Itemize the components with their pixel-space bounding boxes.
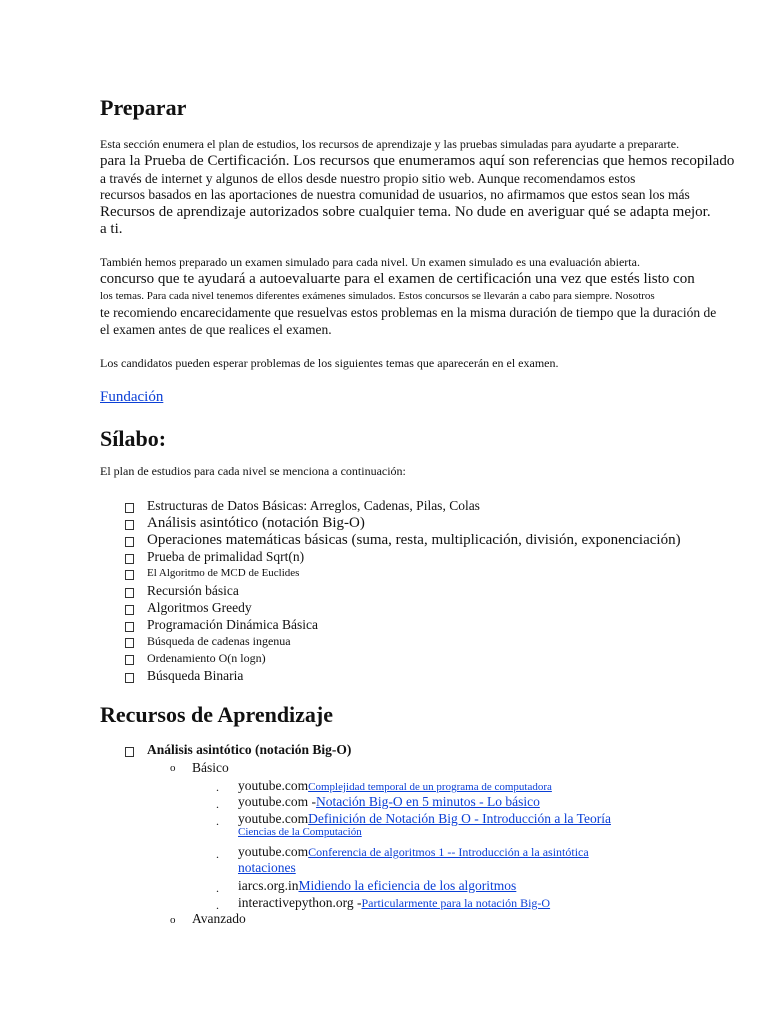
circle-bullet-icon: o [170,914,176,926]
syllabus-item: Prueba de primalidad Sqrt(n) [147,549,305,564]
resources-basic-label: Básico [192,760,229,775]
resource-link[interactable]: Complejidad temporal de un programa de computadora [308,781,552,793]
resource-link-continued[interactable]: Ciencias de la Computación [238,826,362,838]
foundation-link[interactable]: Fundación [100,389,164,405]
checkbox-bullet-icon [125,747,134,757]
syllabus-intro: El plan de estudios para cada nivel se menciona a continuación: [100,464,406,478]
resource-link[interactable]: Definición de Notación Big O - Introducción a la Teoría [308,811,611,826]
mock-line: te recomiendo encarecidamente que resuelvas estos problemas en la misma duración de tiempo que la duración de [100,305,717,320]
resource-source: youtube.com [238,811,309,826]
dot-bullet-icon: . [216,898,219,912]
dot-bullet-icon: . [216,814,219,828]
intro-line: Esta sección enumera el plan de estudios, los recursos de aprendizaje y las pruebas simuladas para ayudarte a prepararte. [100,137,680,151]
resource-link[interactable]: Midiendo la eficiencia de los algoritmos [298,878,517,893]
circle-bullet-icon: o [170,762,176,774]
section-heading-prepare: Preparar [100,95,187,120]
syllabus-item: Búsqueda de cadenas ingenua [147,634,291,648]
resource-item [238,843,589,861]
syllabus-item: Recursión básica [147,583,239,598]
section-heading-resources: Recursos de Aprendizaje [100,702,334,727]
intro-line: para la Prueba de Certificación. Los recursos que enumeramos aquí son referencias que hemos recopilado [100,153,735,169]
syllabus-item: Estructuras de Datos Básicas: Arreglos, Cadenas, Pilas, Colas [147,498,480,513]
mock-line: concurso que te ayudará a autoevaluarte para el examen de certificación una vez que estés listo con [100,271,695,287]
resource-link-continued[interactable]: notaciones [238,860,296,875]
intro-line: a través de internet y algunos de ellos desde nuestro propio sitio web. Aunque recomendamos estos [100,171,636,186]
checkbox-bullet-icon [125,503,134,513]
checkbox-bullet-icon [125,570,134,580]
syllabus-item: Búsqueda Binaria [147,668,244,683]
resource-source: youtube.com - [238,794,316,809]
mock-line: el examen antes de que realices el examen. [100,322,332,337]
intro-line: Recursos de aprendizaje autorizados sobre cualquier tema. No dude en averiguar qué se adapta mejor. [100,204,711,220]
section-heading-syllabus: Sílabo: [100,426,167,451]
checkbox-bullet-icon [125,622,134,632]
checkbox-bullet-icon [125,605,134,615]
syllabus-item: Análisis asintótico (notación Big-O) [147,515,365,531]
resource-item [238,793,540,811]
checkbox-bullet-icon [125,520,134,530]
resource-link[interactable]: Notación Big-O en 5 minutos - Lo básico [315,794,540,809]
intro-line: a ti. [100,221,123,237]
resource-source: youtube.com [238,844,309,859]
checkbox-bullet-icon [125,588,134,598]
resources-advanced-label: Avanzado [192,911,246,926]
resource-source: interactivepython.org - [238,895,362,910]
checkbox-bullet-icon [125,554,134,564]
syllabus-item: Ordenamiento O(n logn) [147,651,266,665]
mock-line: También hemos preparado un examen simulado para cada nivel. Un examen simulado es una evaluación abierta. [100,255,640,269]
resource-link[interactable]: Particularmente para la notación Big-O [361,896,551,910]
resource-item [238,894,550,912]
checkbox-bullet-icon [125,673,134,683]
intro-line: recursos basados en las aportaciones de nuestra comunidad de usuarios, no afirmamos que estos sean los más [100,187,690,202]
candidates-text: Los candidatos pueden esperar problemas de los siguientes temas que aparecerán en el examen. [100,356,559,370]
syllabus-item: Algoritmos Greedy [147,600,252,615]
dot-bullet-icon: . [216,780,219,794]
checkbox-bullet-icon [125,655,134,665]
resource-source: iarcs.org.in [238,878,299,893]
syllabus-item: Programación Dinámica Básica [147,617,318,632]
resource-link[interactable]: Conferencia de algoritmos 1 -- Introducción a la asintótica [308,845,589,859]
syllabus-item: El Algoritmo de MCD de Euclides [147,567,300,579]
dot-bullet-icon: . [216,847,219,861]
mock-line: los temas. Para cada nivel tenemos diferentes exámenes simulados. Estos concursos se llevarán a cabo para siempre. Nosotros [100,290,655,302]
resource-source: youtube.com [238,778,309,793]
checkbox-bullet-icon [125,638,134,648]
resources-topic: Análisis asintótico (notación Big-O) [147,742,352,757]
syllabus-item: Operaciones matemáticas básicas (suma, resta, multiplicación, división, exponenciación) [147,532,681,548]
dot-bullet-icon: . [216,797,219,811]
resource-item [238,877,516,895]
dot-bullet-icon: . [216,881,219,895]
checkbox-bullet-icon [125,537,134,547]
